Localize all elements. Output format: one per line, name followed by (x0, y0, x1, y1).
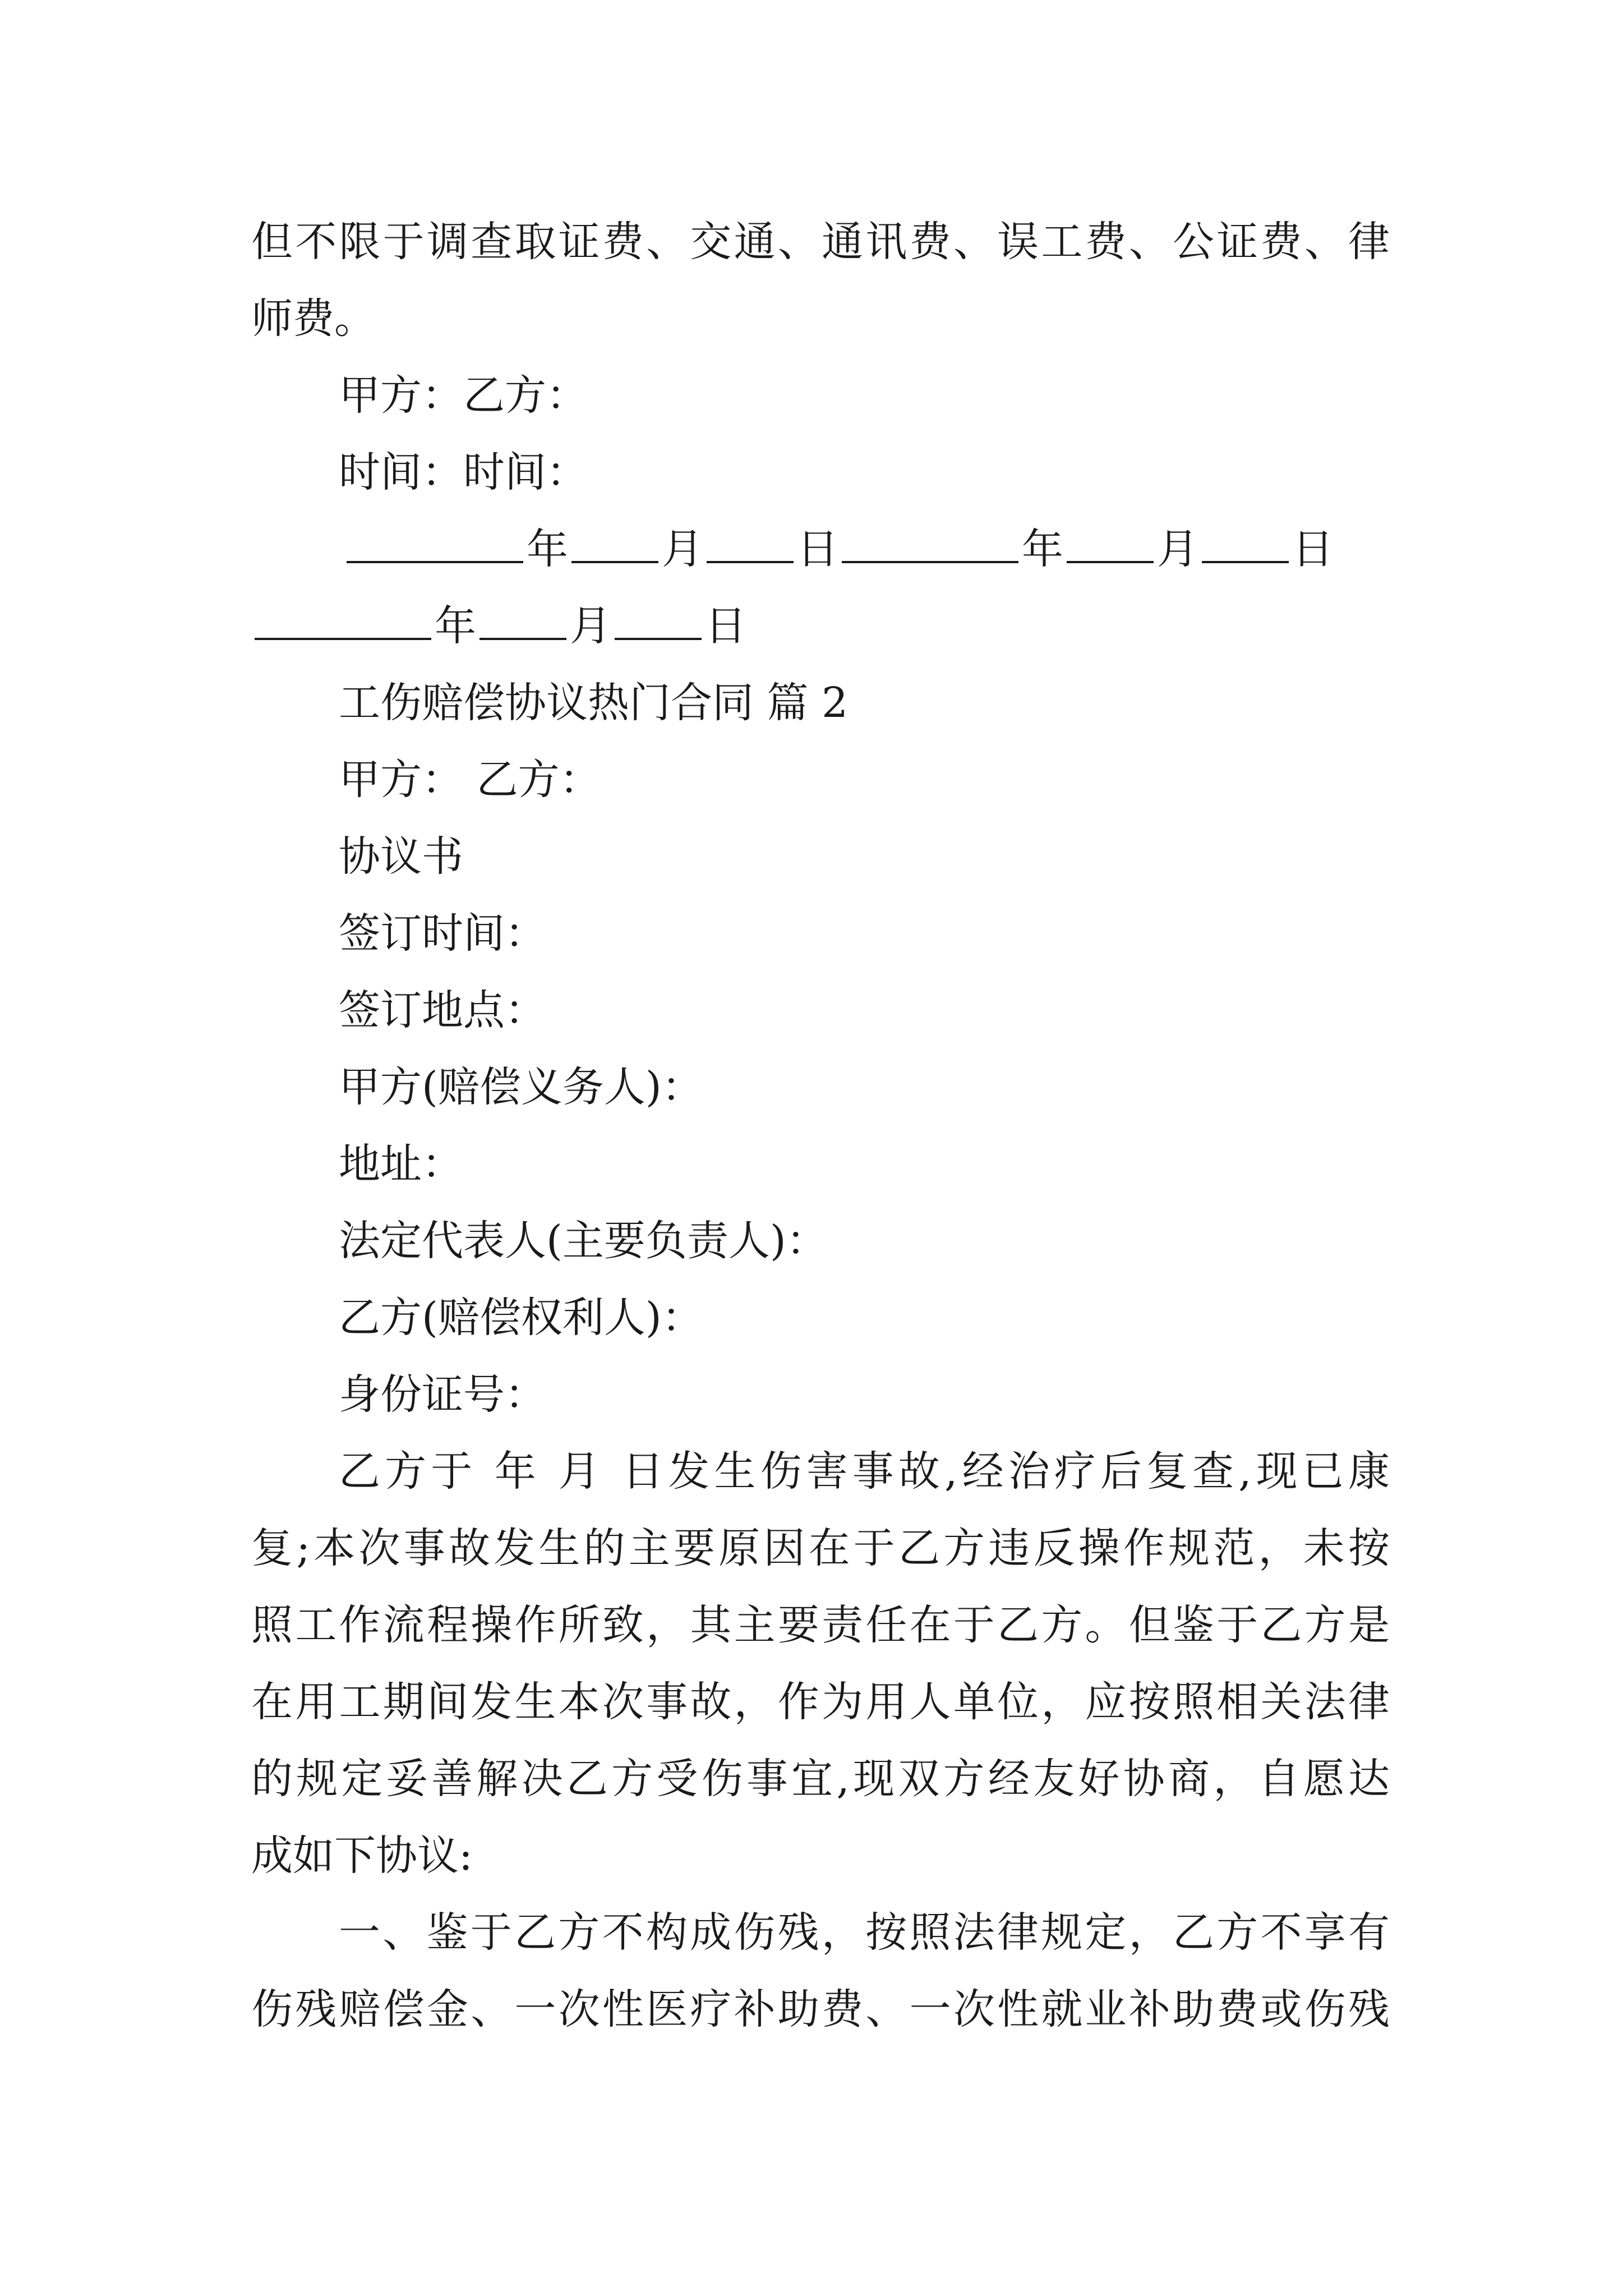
text-line: 甲方：乙方： (339, 371, 588, 420)
text-line: 乙方于 年 月 日发生伤害事故,经治疗后复查,现已康 (339, 1447, 1390, 1496)
text-line: 身份证号： (339, 1370, 546, 1419)
text-line: 照工作流程操作所致，其主要责任在于乙方。但鉴于乙方是 (251, 1601, 1390, 1649)
text-line: 时间：时间： (339, 448, 588, 496)
text-line: 师费。 (251, 295, 376, 343)
date-label-month: 月 (1157, 525, 1198, 573)
date-label-day: 日 (797, 525, 838, 573)
date-blank-line (343, 523, 1482, 575)
text-line: 乙方(赔偿权利人)： (339, 1294, 703, 1342)
blank-field (615, 603, 702, 640)
date-label-year: 年 (527, 525, 568, 573)
date-label-month: 月 (570, 602, 611, 650)
blank-field (255, 603, 431, 640)
blank-field (842, 526, 1018, 563)
section-heading: 工伤赔偿协议热门合同 篇 2 (339, 679, 849, 727)
blank-field (1067, 526, 1154, 563)
date-label-day: 日 (1292, 525, 1334, 573)
blank-field (707, 526, 794, 563)
date-label-month: 月 (662, 525, 703, 573)
text-line: 法定代表人(主要负责人)： (339, 1217, 828, 1265)
date-label-year: 年 (1022, 525, 1063, 573)
text-line: 复;本次事故发生的主要原因在于乙方违反操作规范，未按 (251, 1524, 1390, 1572)
text-line: 甲方(赔偿义务人)： (339, 1063, 703, 1111)
text-line: 签订时间： (339, 909, 546, 958)
text-line: 地址： (339, 1140, 463, 1188)
blank-field (571, 526, 658, 563)
text-line: 成如下协议: (251, 1832, 473, 1880)
blank-field (479, 603, 566, 640)
blank-field (347, 526, 523, 563)
date-blank-line (251, 600, 1390, 652)
text-line: 甲方： 乙方： (339, 756, 601, 804)
text-line: 在用工期间发生本次事故，作为用人单位，应按照相关法律 (251, 1678, 1390, 1726)
blank-field (1202, 526, 1289, 563)
text-line: 但不限于调查取证费、交通、通讯费、误工费、公证费、律 (251, 218, 1390, 266)
text-line: 签订地点： (339, 986, 546, 1034)
date-label-year: 年 (435, 602, 476, 650)
date-label-day: 日 (705, 602, 746, 650)
text-line: 协议书 (339, 832, 463, 881)
text-line: 伤残赔偿金、一次性医疗补助费、一次性就业补助费或伤残 (251, 1985, 1390, 2033)
text-line: 一、鉴于乙方不构成伤残，按照法律规定，乙方不享有 (339, 1908, 1390, 1957)
text-line: 的规定妥善解决乙方受伤事宜,现双方经友好协商，自愿达 (251, 1755, 1390, 1803)
